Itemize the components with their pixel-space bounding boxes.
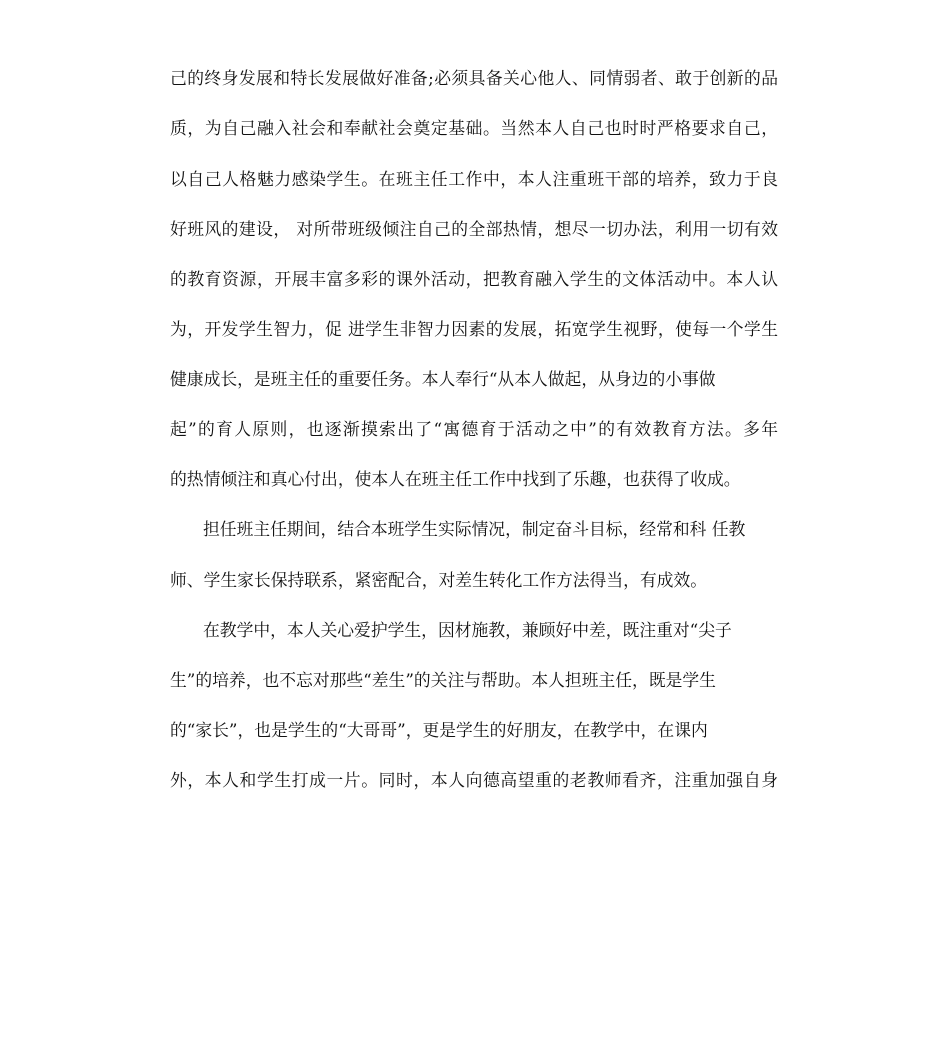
paragraph-first-line: 在教学中，本人关心爱护学生，因材施教，兼顾好中差，既注重对“尖子 — [203, 620, 732, 640]
paragraph-line: 的“家长”，也是学生的“大哥哥”，更是学生的好朋友，在教学中，在课内 — [170, 720, 708, 740]
paragraph-line: 师、学生家长保持联系，紧密配合，对差生转化工作方法得当，有成效。 — [170, 570, 708, 590]
paragraph-line: 好班风的建设， 对所带班级倾注自己的全部热情，想尽一切办法，利用一切有效 — [170, 219, 778, 239]
paragraph-line: 己的终身发展和特长发展做好准备;必须具备关心他人、同情弱者、敢于创新的品 — [170, 68, 778, 88]
paragraph-line: 的教育资源，开展丰富多彩的课外活动，把教育融入学生的文体活动中。本人认 — [170, 269, 778, 289]
paragraph-line: 生”的培养，也不忘对那些“差生”的关注与帮助。本人担班主任，既是学生 — [170, 670, 716, 690]
paragraph-line: 外，本人和学生打成一片。同时，本人向德高望重的老教师看齐，注重加强自身 — [170, 770, 778, 790]
paragraph-line: 为，开发学生智力，促 进学生非智力因素的发展，拓宽学生视野，使每一个学生 — [170, 319, 778, 339]
paragraph-line: 起”的育人原则，也逐渐摸索出了“寓德育于活动之中”的有效教育方法。多年 — [170, 419, 778, 439]
paragraph-line: 质，为自己融入社会和奉献社会奠定基础。当然本人自己也时时严格要求自己， — [170, 118, 778, 138]
paragraph-line: 以自己人格魅力感染学生。在班主任工作中，本人注重班干部的培养，致力于良 — [170, 169, 778, 189]
paragraph-line: 的热情倾注和真心付出，使本人在班主任工作中找到了乐趣，也获得了收成。 — [170, 469, 741, 489]
paragraph-line: 健康成长，是班主任的重要任务。本人奉行“从本人做起，从身边的小事做 — [170, 369, 716, 389]
paragraph-first-line: 担任班主任期间，结合本班学生实际情况，制定奋斗目标，经常和科 任教 — [203, 519, 746, 539]
